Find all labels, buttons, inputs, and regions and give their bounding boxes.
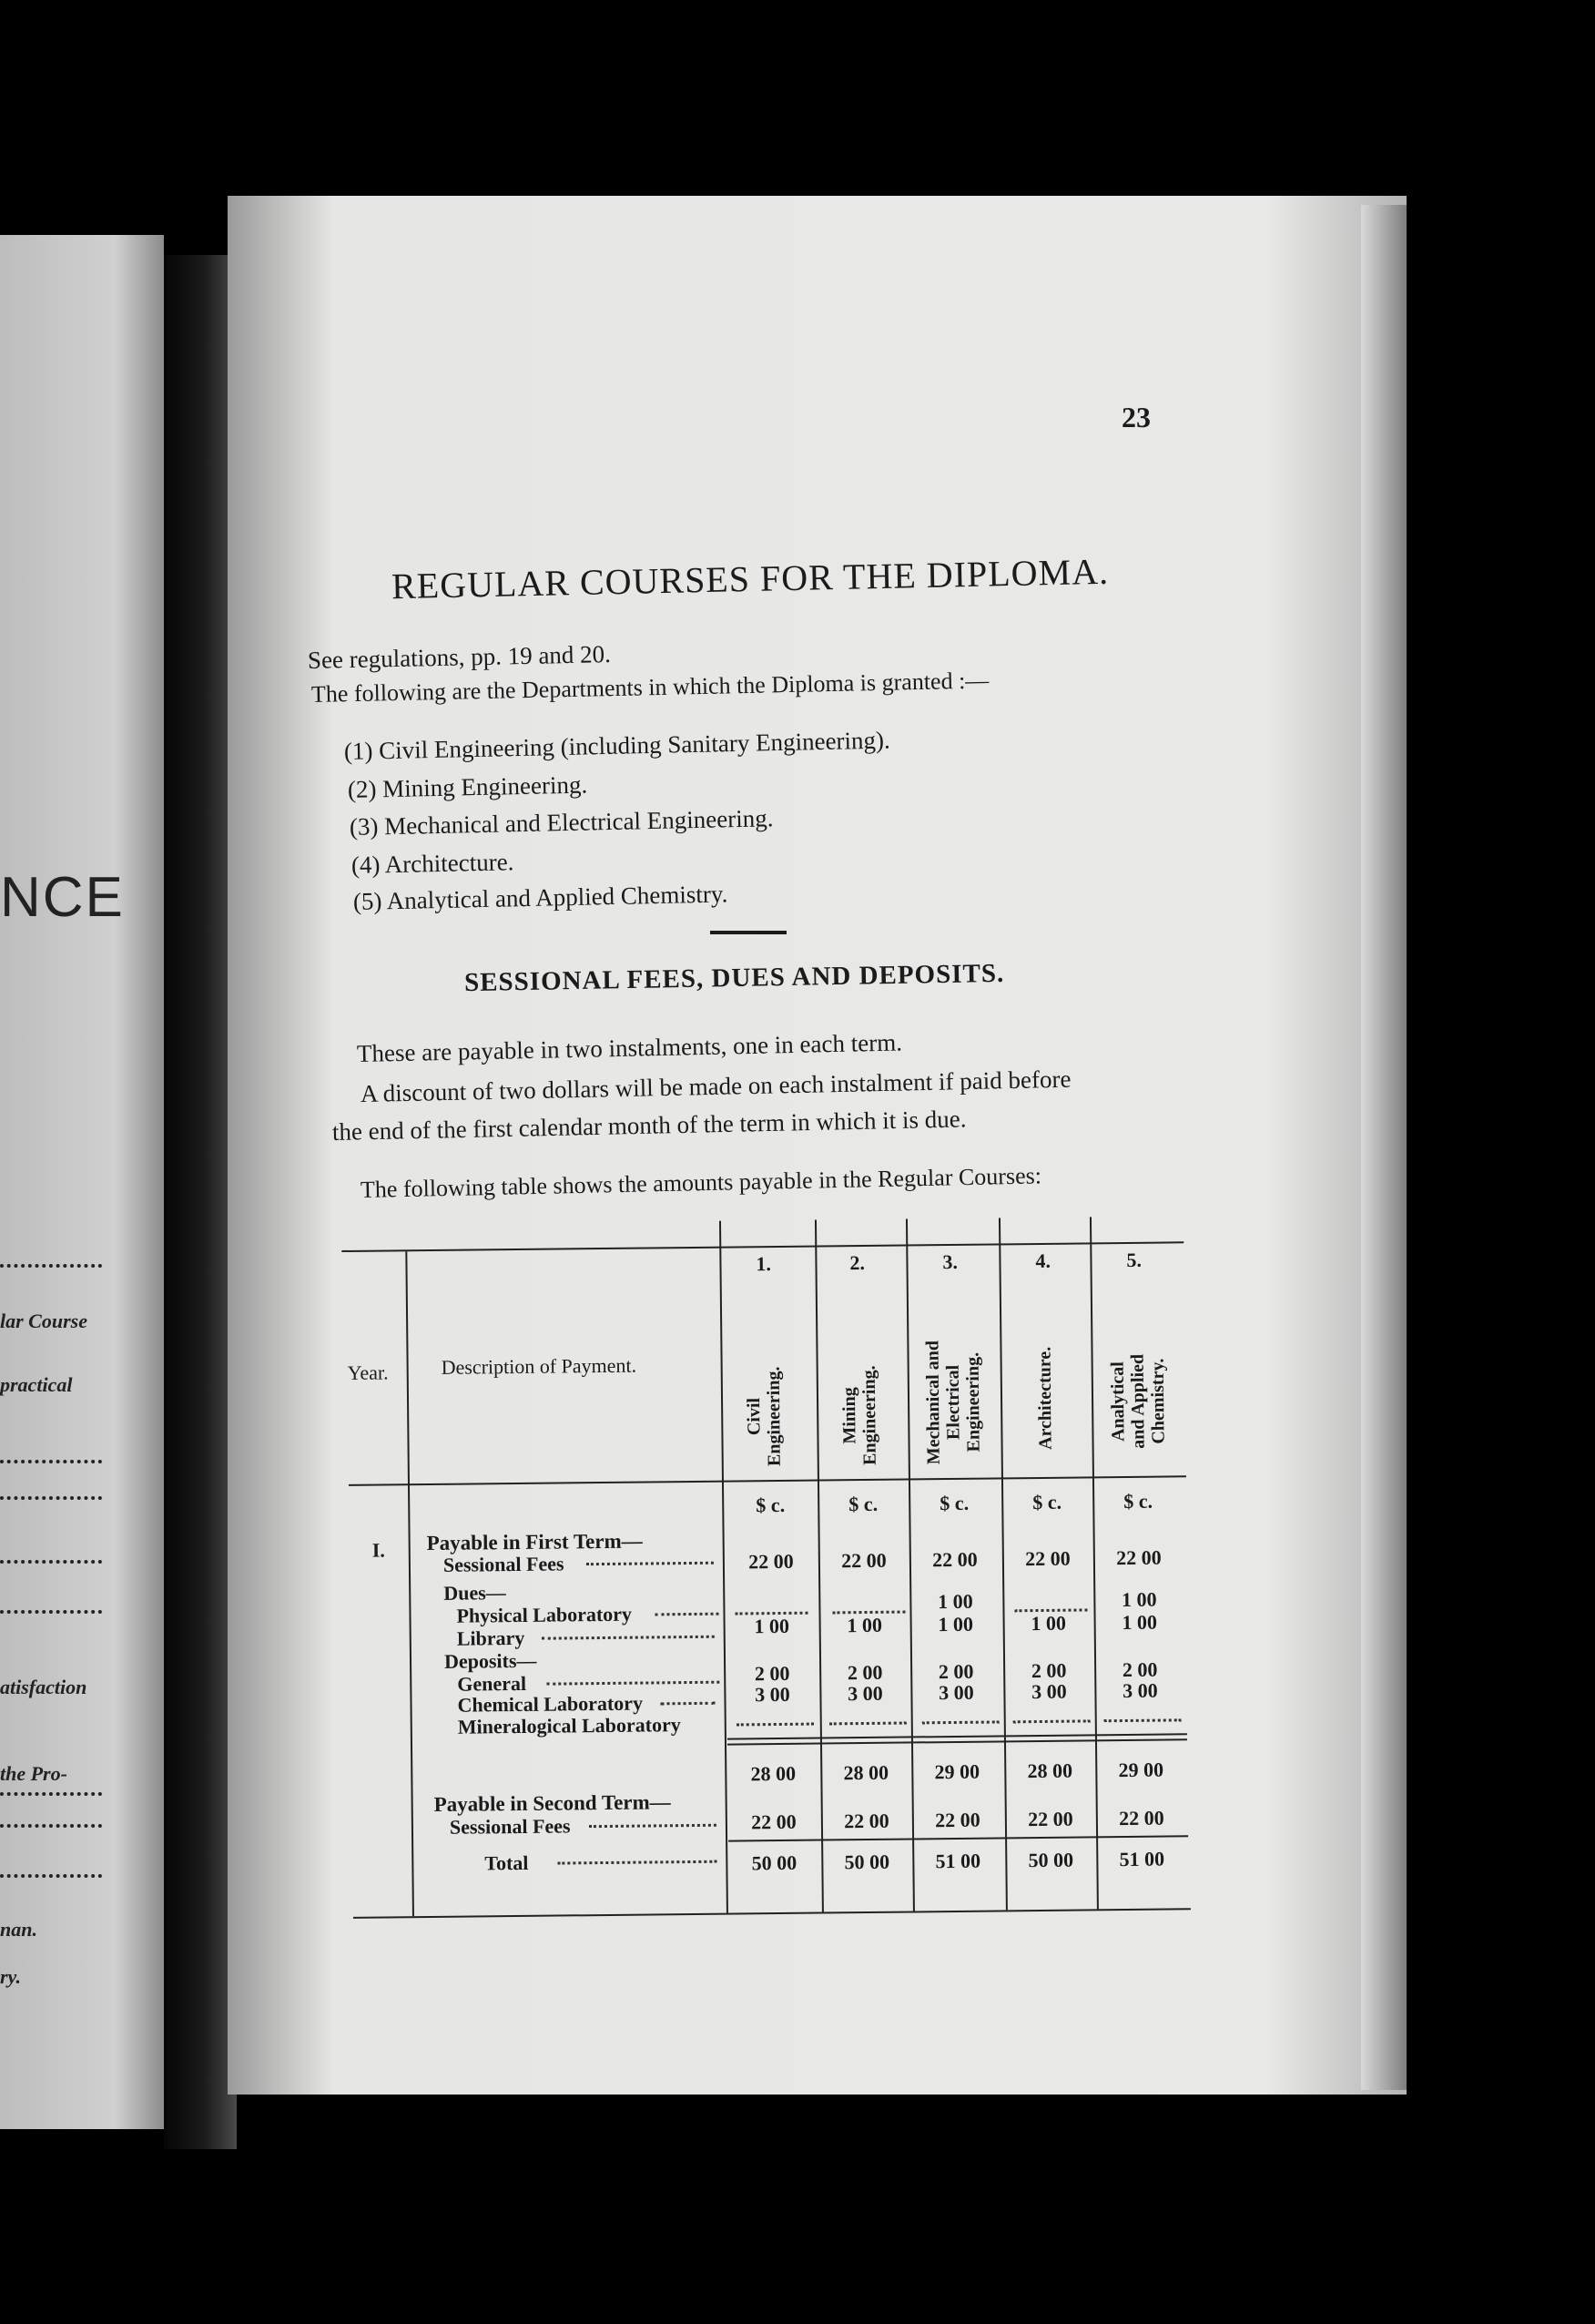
- value-cell: 3 00: [939, 1680, 974, 1705]
- row-label: Deposits—: [443, 1648, 537, 1673]
- row-label: Dues—: [443, 1581, 506, 1605]
- departments-intro: The following are the Departments in which the Diploma is granted :—: [310, 667, 990, 708]
- row-label: Total: [484, 1850, 529, 1875]
- dot-leader: [0, 1496, 102, 1500]
- value-cell: 22 00: [1027, 1807, 1073, 1831]
- page-title: REGULAR COURSES FOR THE DIPLOMA.: [391, 550, 1110, 607]
- dot-leader: [586, 1562, 714, 1565]
- total-cell: 50 00: [1028, 1848, 1074, 1872]
- value-cell: 22 00: [748, 1549, 794, 1574]
- dot-leader: [0, 1874, 102, 1878]
- department-item: (4) Architecture.: [350, 848, 514, 879]
- value-cell: 22 00: [1118, 1806, 1164, 1830]
- left-fragment: lar Course: [0, 1310, 87, 1332]
- value-cell: 1 00: [847, 1613, 883, 1637]
- column-number: 5.: [1126, 1248, 1143, 1271]
- dot-leader: [542, 1636, 715, 1640]
- left-fragment: atisfaction: [0, 1676, 87, 1698]
- empty-cell: [737, 1723, 814, 1727]
- value-cell: 1 00: [937, 1589, 973, 1614]
- dot-leader: [0, 1792, 102, 1796]
- subtotal-rule: [727, 1738, 1187, 1745]
- value-cell: 2 00: [938, 1659, 974, 1684]
- column-header-mechanical: Mechanical and Electrical Engineering.: [922, 1340, 984, 1465]
- section-title: SESSIONAL FEES, DUES AND DEPOSITS.: [463, 958, 1005, 998]
- left-fragment: nan.: [0, 1918, 37, 1941]
- department-item: (1) Civil Engineering (including Sanitary Engineering).: [343, 726, 891, 765]
- value-cell: 2 00: [754, 1661, 790, 1686]
- unit-label: $ c.: [756, 1493, 786, 1517]
- subtotal-cell: 29 00: [1118, 1758, 1164, 1782]
- page-number: 23: [1122, 401, 1151, 433]
- unit-label: $ c.: [1123, 1489, 1153, 1514]
- left-fragment: ry.: [0, 1965, 22, 1988]
- dot-leader: [546, 1681, 719, 1686]
- value-cell: [1002, 1588, 1093, 1589]
- unit-label: $ c.: [1032, 1490, 1062, 1514]
- value-cell: 2 00: [1031, 1658, 1067, 1683]
- value-cell: 3 00: [755, 1682, 790, 1707]
- table-rule: [341, 1241, 1184, 1252]
- column-number: 3.: [942, 1249, 959, 1274]
- department-item: (3) Mechanical and Electrical Engineering.: [349, 804, 774, 841]
- table-rule: [405, 1251, 414, 1916]
- fees-paragraph: These are payable in two instalments, one in each term.: [356, 1028, 903, 1067]
- left-page: [0, 235, 164, 2129]
- value-cell: 1 00: [1031, 1611, 1067, 1636]
- row-label: Chemical Laboratory: [457, 1691, 644, 1717]
- table-rule: [349, 1475, 1186, 1486]
- table-intro: The following table shows the amounts payable in the Regular Courses:: [360, 1162, 1042, 1203]
- dot-leader: [0, 1610, 102, 1614]
- subtotal-cell: 28 00: [750, 1761, 797, 1786]
- subtotal-cell: 28 00: [1027, 1758, 1073, 1783]
- row-label: Sessional Fees: [449, 1814, 571, 1839]
- regulations-note: See regulations, pp. 19 and 20.: [307, 640, 612, 674]
- left-heading-fragment: NCE: [0, 866, 125, 929]
- value-cell: 22 00: [751, 1809, 797, 1834]
- value-cell: 3 00: [1031, 1679, 1067, 1704]
- row-label: Sessional Fees: [442, 1552, 564, 1576]
- value-cell: 22 00: [1115, 1545, 1162, 1570]
- value-cell: 22 00: [1024, 1546, 1071, 1571]
- row-label: Mineralogical Laboratory: [457, 1713, 681, 1738]
- total-cell: 50 00: [751, 1850, 798, 1875]
- unit-label: $ c.: [940, 1491, 970, 1515]
- description-column-header: Description of Payment.: [441, 1353, 637, 1379]
- value-cell: [818, 1590, 909, 1591]
- subtotal-cell: 29 00: [934, 1759, 980, 1784]
- table-rule: [353, 1908, 1191, 1919]
- dot-leader: [655, 1613, 718, 1616]
- empty-cell: [1104, 1718, 1182, 1722]
- dot-leader: [0, 1824, 102, 1828]
- unit-label: $ c.: [848, 1492, 879, 1516]
- total-cell: 51 00: [935, 1849, 981, 1873]
- department-item: (2) Mining Engineering.: [347, 770, 588, 803]
- value-cell: 1 00: [1121, 1587, 1157, 1612]
- value-cell: 22 00: [932, 1547, 978, 1572]
- department-item: (5) Analytical and Applied Chemistry.: [352, 880, 728, 915]
- column-number: 1.: [756, 1252, 772, 1276]
- fees-paragraph: A discount of two dollars will be made on each instalment if paid before: [360, 1065, 1072, 1107]
- column-header-civil: Civil Engineering.: [744, 1366, 785, 1467]
- section-divider: [710, 931, 787, 934]
- page-edge: [1361, 205, 1407, 2090]
- dot-leader: [0, 1264, 102, 1268]
- value-cell: 22 00: [935, 1808, 980, 1832]
- left-fragment: the Pro-: [0, 1762, 67, 1785]
- row-label: Payable in First Term—: [426, 1529, 643, 1555]
- value-cell: 2 00: [1122, 1657, 1158, 1682]
- fees-table: [341, 1216, 1223, 1944]
- dot-leader: [661, 1702, 716, 1706]
- value-cell: 1 00: [938, 1612, 974, 1636]
- left-fragment: practical: [0, 1373, 73, 1396]
- row-label: Physical Laboratory: [456, 1602, 633, 1627]
- row-label: Payable in Second Term—: [433, 1790, 671, 1816]
- row-label: Library: [456, 1626, 525, 1650]
- fees-paragraph: the end of the first calendar month of the term in which it is due.: [331, 1105, 967, 1146]
- column-header-architecture: Architecture.: [1034, 1346, 1056, 1451]
- empty-cell: [829, 1722, 907, 1726]
- value-cell: 3 00: [848, 1681, 883, 1706]
- dot-leader: [589, 1824, 716, 1828]
- subtotal-cell: 28 00: [843, 1760, 889, 1785]
- total-cell: 50 00: [844, 1850, 890, 1874]
- dot-leader: [0, 1460, 102, 1463]
- value-cell: 22 00: [841, 1548, 887, 1573]
- value-cell: 3 00: [1123, 1678, 1158, 1703]
- value-cell: 1 00: [754, 1614, 790, 1638]
- column-header-chemistry: Analytical and Applied Chemistry.: [1107, 1353, 1169, 1449]
- year-label: I.: [371, 1538, 385, 1562]
- row-label: General: [457, 1671, 527, 1696]
- dot-leader: [557, 1860, 716, 1865]
- value-cell: 22 00: [844, 1809, 889, 1833]
- column-number: 4.: [1035, 1249, 1051, 1273]
- total-cell: 51 00: [1119, 1847, 1165, 1871]
- book-gutter: [164, 255, 237, 2149]
- empty-cell: [922, 1720, 1000, 1724]
- dot-leader: [0, 1560, 102, 1564]
- column-header-mining: Mining Engineering.: [838, 1365, 880, 1466]
- value-cell: [726, 1592, 817, 1593]
- value-cell: 1 00: [1122, 1610, 1157, 1635]
- year-column-header: Year.: [347, 1361, 389, 1384]
- value-cell: 2 00: [847, 1660, 883, 1685]
- empty-cell: [1013, 1719, 1091, 1723]
- total-rule: [728, 1835, 1188, 1841]
- column-number: 2.: [849, 1250, 866, 1275]
